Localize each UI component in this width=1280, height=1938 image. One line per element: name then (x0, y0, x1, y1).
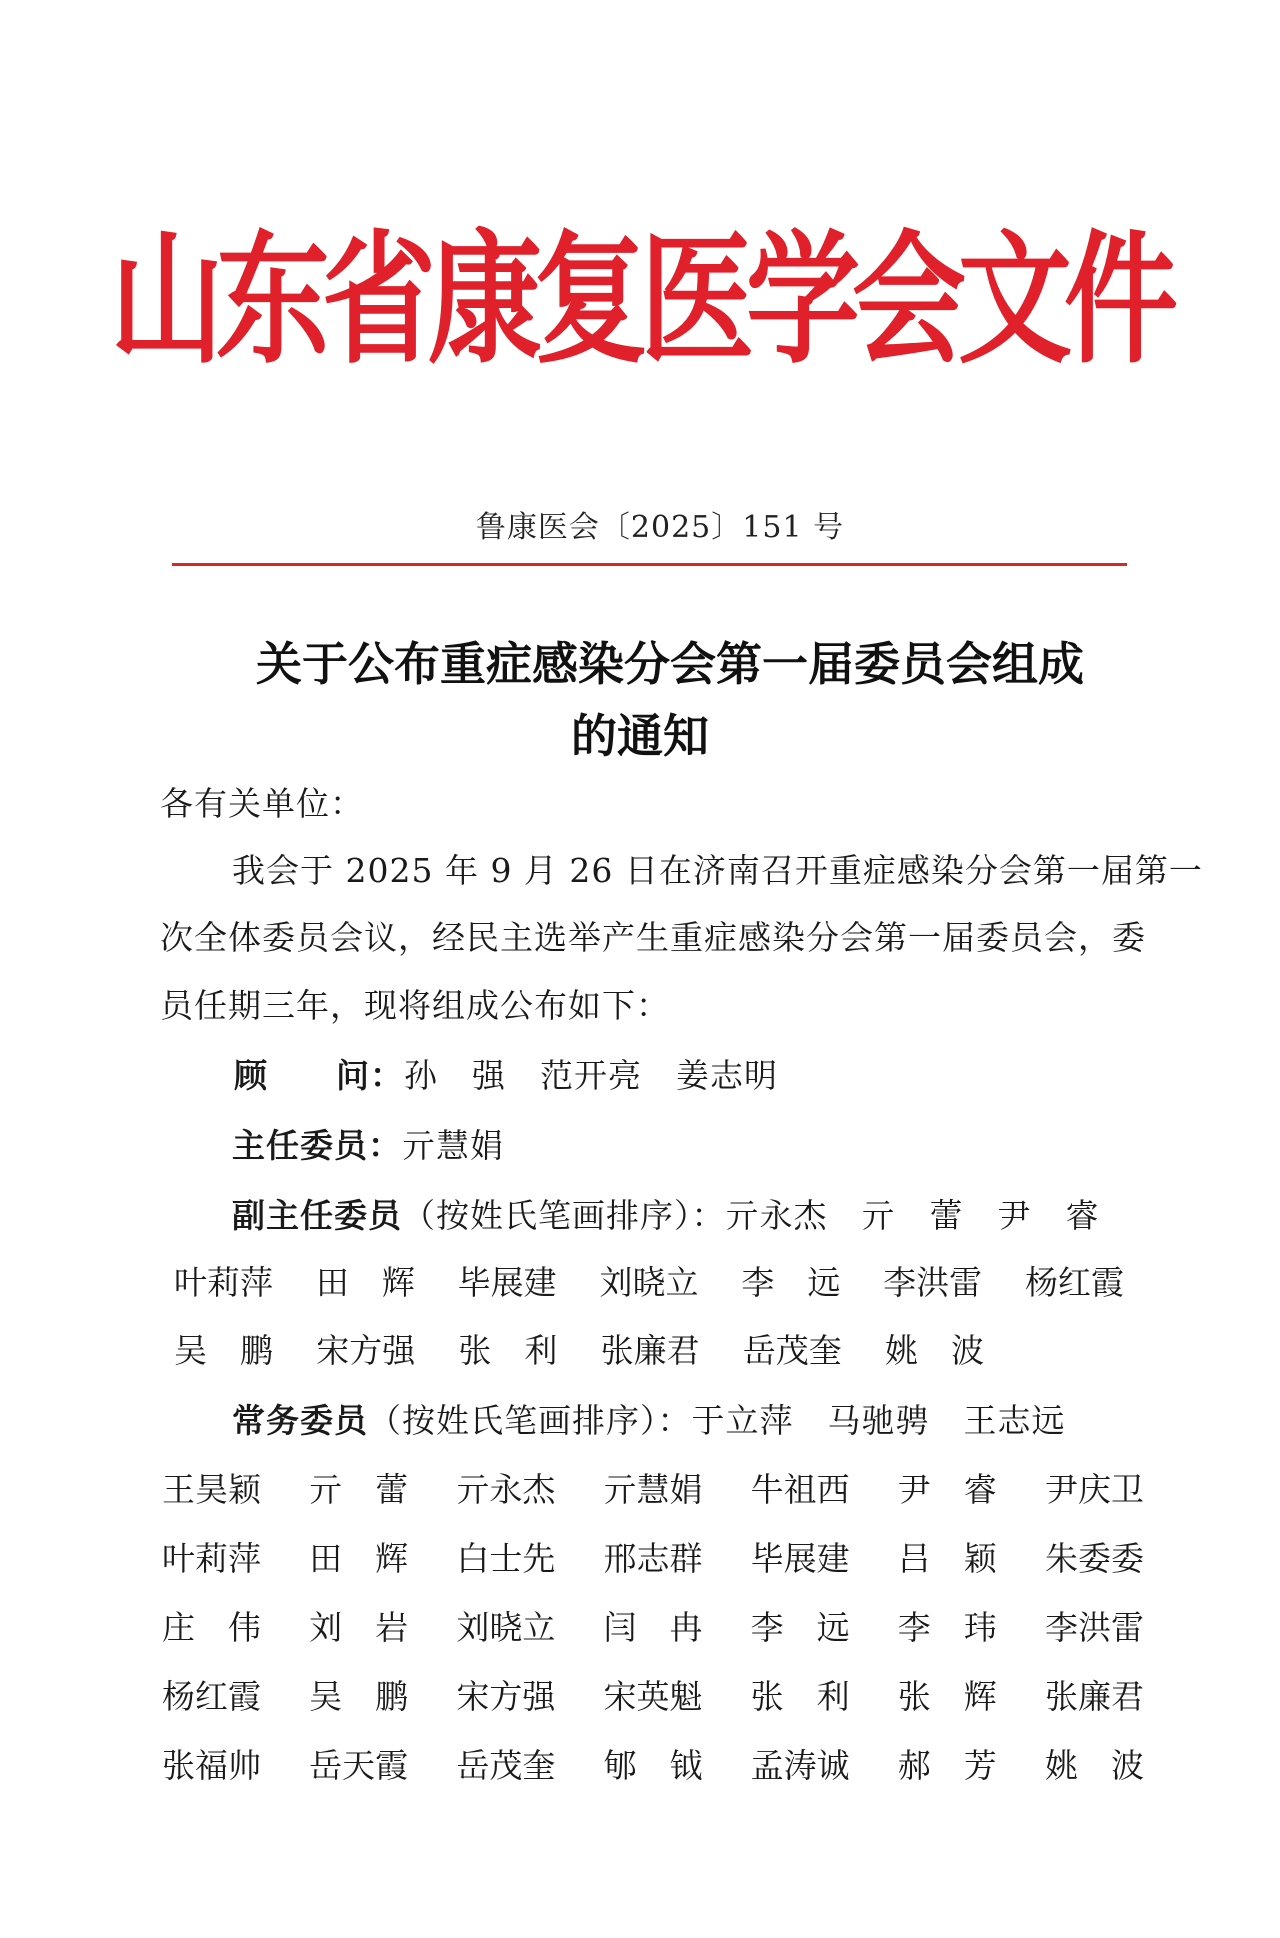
list-item: 张 利 (750, 1677, 850, 1716)
salutation: 各有关单位： (160, 784, 364, 823)
list-item: 杨红霞 (162, 1677, 261, 1716)
body-line-2: 次全体委员会议，经民主选举产生重症感染分会第一届委员会，委 (160, 918, 1146, 957)
list-item: 张 辉 (897, 1677, 997, 1716)
standing-members-first-line: 于立萍 马驰骋 王志远 (691, 1401, 1066, 1440)
list-item: 毕展建 (750, 1539, 850, 1578)
list-item: 刘晓立 (456, 1608, 556, 1647)
list-item: 庄 伟 (162, 1608, 261, 1647)
standing-members-label: 常务委员 (232, 1401, 368, 1440)
list-item: 亓永杰 (456, 1470, 556, 1509)
list-item: 孟涛诚 (750, 1746, 850, 1785)
advisors-line (234, 1050, 778, 1097)
list-item: 田 辉 (309, 1539, 409, 1578)
list-item: 李 玮 (897, 1608, 997, 1647)
list-item: 张福帅 (162, 1746, 261, 1785)
list-item: 岳茂奎 (456, 1746, 556, 1785)
advisors-label: 顾 问： (234, 1056, 404, 1095)
chair-name: 亓慧娟 (402, 1126, 504, 1165)
vice-chairs-first-line: 亓永杰 亓 蕾 尹 睿 (725, 1196, 1100, 1235)
vice-chairs-header-line (232, 1190, 1100, 1237)
list-item: 杨红霞 (1024, 1263, 1124, 1302)
chair-line (232, 1120, 504, 1167)
vice-chairs-row-1 (174, 1257, 1124, 1304)
list-item: 吴 鹏 (174, 1331, 273, 1370)
list-item: 尹 睿 (897, 1470, 997, 1509)
list-item: 张廉君 (1044, 1677, 1144, 1716)
list-item: 李洪雷 (883, 1263, 983, 1302)
list-item: 宋方强 (316, 1331, 416, 1370)
list-item: 亓 蕾 (309, 1470, 409, 1509)
list-item: 邢志群 (603, 1539, 703, 1578)
list-item: 宋英魁 (603, 1677, 703, 1716)
list-item: 宋方强 (456, 1677, 556, 1716)
list-item: 姚 波 (1044, 1746, 1144, 1785)
list-item: 张廉君 (600, 1331, 700, 1370)
red-divider-line (172, 563, 1127, 566)
list-item: 王昊颖 (162, 1470, 261, 1509)
list-item: 李 远 (741, 1263, 841, 1302)
standing-members-row-4 (162, 1671, 1144, 1718)
list-item: 白士先 (456, 1539, 556, 1578)
vice-chairs-label: 副主任委员 (232, 1196, 402, 1235)
standing-members-row-5 (162, 1740, 1144, 1787)
standing-members-row-2 (162, 1533, 1144, 1580)
list-item: 吕 颖 (897, 1539, 997, 1578)
list-item: 亓慧娟 (603, 1470, 703, 1509)
advisors-names: 孙 强 范开亮 姜志明 (404, 1056, 778, 1095)
list-item: 朱委委 (1044, 1539, 1144, 1578)
notice-title-line-1: 关于公布重症感染分会第一届委员会组成 (256, 637, 1084, 691)
org-header-title: 山东省康复医学会文件 (109, 215, 1170, 383)
vice-chairs-note: （按姓氏笔画排序）： (402, 1196, 726, 1235)
list-item: 吴 鹏 (309, 1677, 409, 1716)
list-item: 李 远 (750, 1608, 850, 1647)
standing-members-row-3 (162, 1602, 1144, 1649)
standing-members-header-line (232, 1395, 1066, 1442)
standing-members-note: （按姓氏笔画排序）： (368, 1401, 692, 1440)
list-item: 刘晓立 (599, 1263, 699, 1302)
notice-title-line-2: 的通知 (571, 709, 709, 763)
list-item: 叶莉萍 (174, 1263, 273, 1302)
vice-chairs-row-2 (174, 1325, 984, 1372)
body-line-1: 我会于 2025 年 9 月 26 日在济南召开重症感染分会第一届第一 (232, 851, 1203, 890)
list-item: 牛祖西 (750, 1470, 850, 1509)
list-item: 闫 冉 (603, 1608, 703, 1647)
list-item: 郝 芳 (897, 1746, 997, 1785)
list-item: 刘 岩 (309, 1608, 409, 1647)
list-item: 姚 波 (884, 1331, 984, 1370)
list-item: 毕展建 (457, 1263, 557, 1302)
list-item: 田 辉 (315, 1263, 415, 1302)
standing-members-row-1 (162, 1464, 1144, 1511)
list-item: 叶莉萍 (162, 1539, 261, 1578)
document-number: 鲁康医会〔2025〕151 号 (475, 510, 845, 545)
chair-label: 主任委员： (232, 1126, 402, 1165)
list-item: 岳茂奎 (742, 1331, 842, 1370)
list-item: 郇 钺 (603, 1746, 703, 1785)
list-item: 岳天霞 (309, 1746, 409, 1785)
list-item: 尹庆卫 (1044, 1470, 1144, 1509)
list-item: 李洪雷 (1044, 1608, 1144, 1647)
list-item: 张 利 (458, 1331, 558, 1370)
body-line-3: 员任期三年，现将组成公布如下： (160, 986, 670, 1025)
